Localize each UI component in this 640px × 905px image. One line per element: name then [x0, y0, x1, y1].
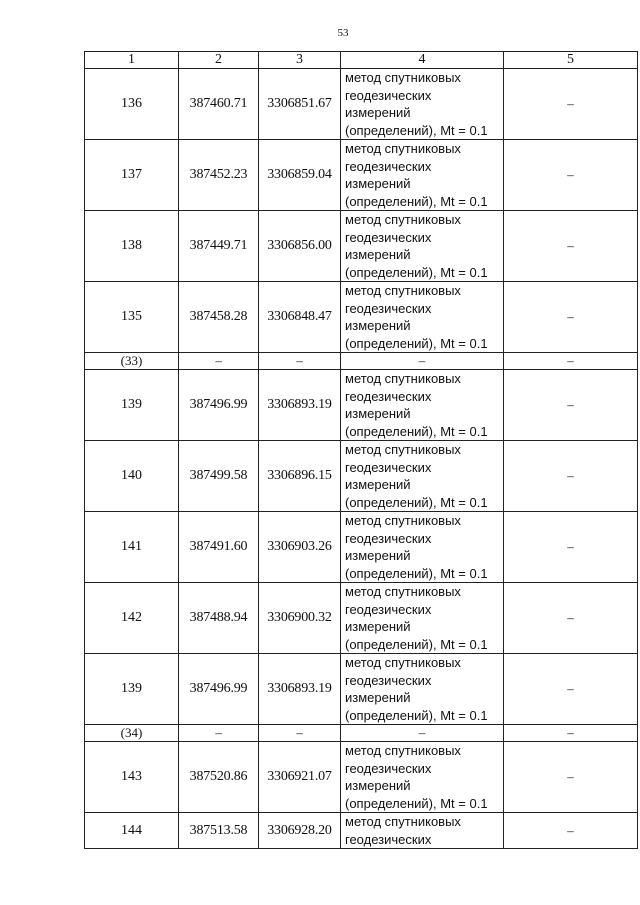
- method-line: измерений: [345, 176, 411, 191]
- method-line: измерений: [345, 477, 411, 492]
- method-cell: [341, 211, 504, 282]
- table-row: [85, 370, 638, 441]
- table-row: [85, 441, 638, 512]
- column-header: 1: [85, 52, 179, 69]
- method-cell: [341, 742, 504, 813]
- method-cell: [341, 140, 504, 211]
- column-header: 2: [179, 52, 259, 69]
- point-number-cell: 142: [85, 583, 179, 654]
- x-coordinate-cell: 387496.99: [179, 370, 259, 441]
- method-line: метод спутниковых: [345, 371, 461, 386]
- y-coordinate-cell: 3306893.19: [259, 654, 341, 725]
- note-cell: –: [504, 441, 638, 512]
- method-line: (определений), Mt = 0.1: [345, 636, 488, 652]
- method-cell: [341, 813, 504, 849]
- method-line: метод спутниковых: [345, 283, 461, 298]
- note-cell: –: [504, 654, 638, 725]
- section-separator-row: [85, 725, 638, 742]
- y-coordinate-cell: 3306856.00: [259, 211, 341, 282]
- point-number-cell: 144: [85, 813, 179, 849]
- note-cell: –: [504, 370, 638, 441]
- table-row: [85, 583, 638, 654]
- table-row: [85, 742, 638, 813]
- x-coordinate-cell: 387458.28: [179, 282, 259, 353]
- method-line: геодезических: [345, 158, 432, 174]
- method-line: (определений), Mt = 0.1: [345, 565, 488, 581]
- method-line: (определений), Mt = 0.1: [345, 122, 488, 138]
- x-coordinate-cell: –: [179, 353, 259, 370]
- note-cell: –: [504, 512, 638, 583]
- method-cell: [341, 69, 504, 140]
- method-cell: [341, 282, 504, 353]
- table-row: [85, 211, 638, 282]
- method-cell: [341, 370, 504, 441]
- point-number-cell: 137: [85, 140, 179, 211]
- y-coordinate-cell: 3306928.20: [259, 813, 341, 849]
- point-number-cell: 136: [85, 69, 179, 140]
- table-body: [85, 69, 638, 849]
- x-coordinate-cell: 387496.99: [179, 654, 259, 725]
- note-cell: –: [504, 725, 638, 742]
- method-line: (определений), Mt = 0.1: [345, 335, 488, 351]
- y-coordinate-cell: –: [259, 353, 341, 370]
- method-cell: –: [341, 353, 504, 370]
- method-line: измерений: [345, 778, 411, 793]
- method-cell: [341, 583, 504, 654]
- x-coordinate-cell: 387499.58: [179, 441, 259, 512]
- y-coordinate-cell: 3306859.04: [259, 140, 341, 211]
- column-header: 5: [504, 52, 638, 69]
- table-row: [85, 512, 638, 583]
- method-line: (определений), Mt = 0.1: [345, 264, 488, 280]
- note-cell: –: [504, 140, 638, 211]
- method-line: метод спутниковых: [345, 513, 461, 528]
- page-number: 53: [337, 27, 349, 39]
- y-coordinate-cell: 3306848.47: [259, 282, 341, 353]
- method-line: метод спутниковых: [345, 814, 461, 829]
- x-coordinate-cell: 387452.23: [179, 140, 259, 211]
- x-coordinate-cell: 387491.60: [179, 512, 259, 583]
- method-line: метод спутниковых: [345, 141, 461, 156]
- point-number-cell: (34): [85, 725, 179, 742]
- note-cell: –: [504, 813, 638, 849]
- column-header: 3: [259, 52, 341, 69]
- method-line: (определений), Mt = 0.1: [345, 193, 488, 209]
- method-line: метод спутниковых: [345, 212, 461, 227]
- method-line: измерений: [345, 406, 411, 421]
- note-cell: –: [504, 282, 638, 353]
- point-number-cell: 140: [85, 441, 179, 512]
- y-coordinate-cell: –: [259, 725, 341, 742]
- method-line: измерений: [345, 247, 411, 262]
- method-line: метод спутниковых: [345, 70, 461, 85]
- method-line: метод спутниковых: [345, 743, 461, 758]
- method-line: измерений: [345, 105, 411, 120]
- method-line: (определений), Mt = 0.1: [345, 795, 488, 811]
- x-coordinate-cell: 387520.86: [179, 742, 259, 813]
- x-coordinate-cell: 387488.94: [179, 583, 259, 654]
- point-number-cell: 138: [85, 211, 179, 282]
- table-row: [85, 282, 638, 353]
- method-line: измерений: [345, 690, 411, 705]
- method-line: (определений), Mt = 0.1: [345, 707, 488, 723]
- method-line: геодезических: [345, 229, 432, 245]
- note-cell: –: [504, 583, 638, 654]
- point-number-cell: (33): [85, 353, 179, 370]
- coordinates-table: [84, 51, 638, 849]
- column-header: 4: [341, 52, 504, 69]
- method-line: метод спутниковых: [345, 442, 461, 457]
- x-coordinate-cell: 387513.58: [179, 813, 259, 849]
- x-coordinate-cell: –: [179, 725, 259, 742]
- method-line: геодезических: [345, 672, 432, 688]
- method-line: геодезических: [345, 300, 432, 316]
- x-coordinate-cell: 387449.71: [179, 211, 259, 282]
- y-coordinate-cell: 3306921.07: [259, 742, 341, 813]
- y-coordinate-cell: 3306900.32: [259, 583, 341, 654]
- method-line: геодезических: [345, 459, 432, 475]
- point-number-cell: 139: [85, 370, 179, 441]
- y-coordinate-cell: 3306851.67: [259, 69, 341, 140]
- method-line: геодезических: [345, 530, 432, 546]
- point-number-cell: 141: [85, 512, 179, 583]
- point-number-cell: 143: [85, 742, 179, 813]
- point-number-cell: 135: [85, 282, 179, 353]
- table-header-row: [85, 52, 638, 69]
- table-row: [85, 813, 638, 849]
- note-cell: –: [504, 353, 638, 370]
- y-coordinate-cell: 3306893.19: [259, 370, 341, 441]
- note-cell: –: [504, 69, 638, 140]
- note-cell: –: [504, 742, 638, 813]
- table-row: [85, 654, 638, 725]
- x-coordinate-cell: 387460.71: [179, 69, 259, 140]
- table-row: [85, 140, 638, 211]
- section-separator-row: [85, 353, 638, 370]
- table-row: [85, 69, 638, 140]
- method-line: геодезических: [345, 388, 432, 404]
- method-line: метод спутниковых: [345, 655, 461, 670]
- method-cell: [341, 441, 504, 512]
- method-line: (определений), Mt = 0.1: [345, 494, 488, 510]
- method-cell: –: [341, 725, 504, 742]
- method-line: измерений: [345, 619, 411, 634]
- method-cell: [341, 654, 504, 725]
- method-line: геодезических: [345, 601, 432, 617]
- method-cell: [341, 512, 504, 583]
- method-line: геодезических: [345, 760, 432, 776]
- method-line: геодезических: [345, 831, 432, 847]
- method-line: измерений: [345, 318, 411, 333]
- method-line: измерений: [345, 548, 411, 563]
- note-cell: –: [504, 211, 638, 282]
- y-coordinate-cell: 3306896.15: [259, 441, 341, 512]
- method-line: (определений), Mt = 0.1: [345, 423, 488, 439]
- method-line: метод спутниковых: [345, 584, 461, 599]
- method-line: геодезических: [345, 87, 432, 103]
- y-coordinate-cell: 3306903.26: [259, 512, 341, 583]
- point-number-cell: 139: [85, 654, 179, 725]
